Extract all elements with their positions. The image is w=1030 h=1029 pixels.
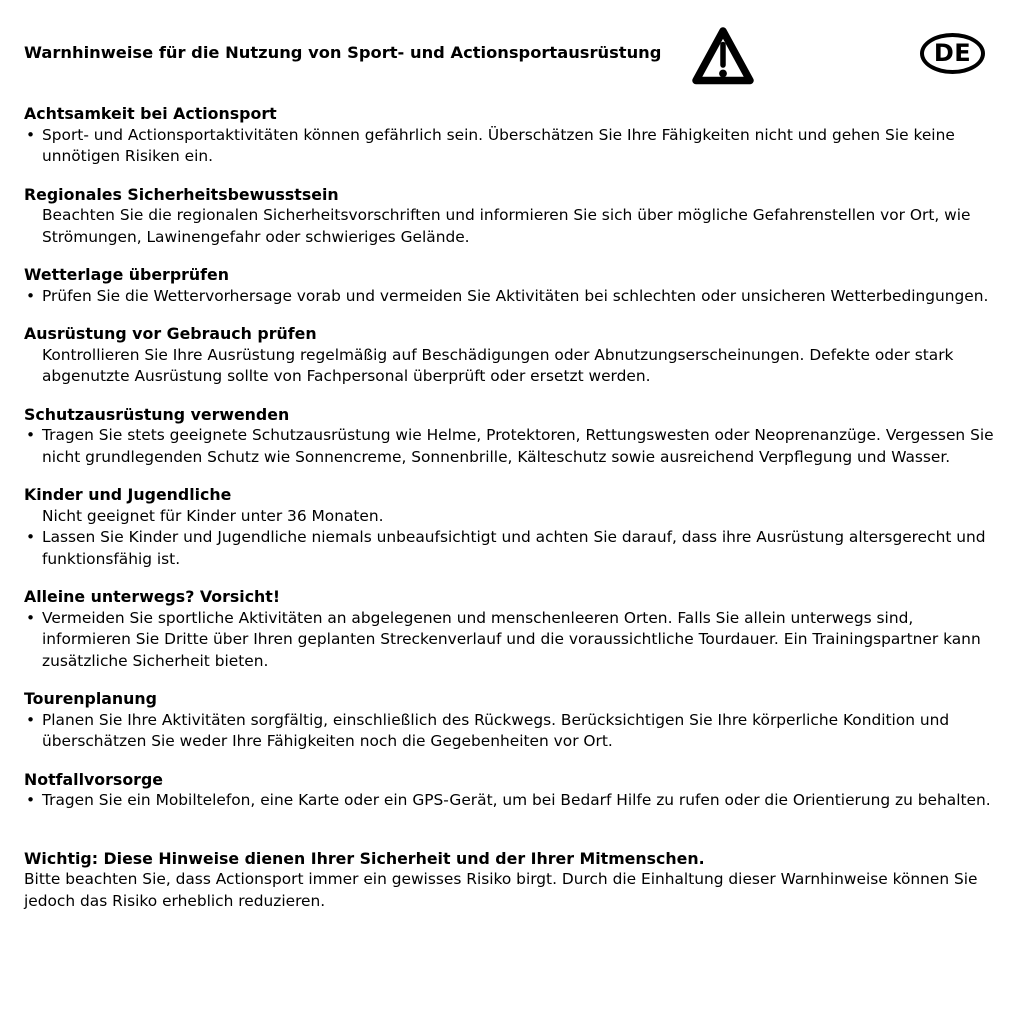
bullet-marker: • xyxy=(26,608,36,627)
item-text: Tragen Sie ein Mobiltelefon, eine Karte oder ein GPS-Gerät, um bei Bedarf Hilfe zu rufen oder die Orientierung zu behalten. xyxy=(42,791,991,809)
item-text: Kontrollieren Sie Ihre Ausrüstung regelmäßig auf Beschädigungen oder Abnutzungserscheinungen. Defekte oder stark abgenutzte Ausrüstung sollte von Fachpersonal überprüft oder ersetzt werden. xyxy=(42,345,954,385)
warning-section xyxy=(24,688,1004,753)
section-heading: Ausrüstung vor Gebrauch prüfen xyxy=(24,324,317,343)
warning-section xyxy=(24,484,1004,570)
section-heading: Alleine unterwegs? Vorsicht! xyxy=(24,587,281,606)
item-text: Tragen Sie stets geeignete Schutzausrüstung wie Helme, Protektoren, Rettungswesten oder Neoprenanzüge. Vergessen Sie nicht grundlegenden Schutz wie Sonnencreme, Sonnenbrille, Kälteschutz sowie ausreichend Verpflegung und Wasser. xyxy=(42,426,994,466)
section-heading: Tourenplanung xyxy=(24,689,157,708)
page-title: Warnhinweise für die Nutzung von Sport- und Actionsportausrüstung xyxy=(24,43,662,62)
bullet-marker: • xyxy=(26,426,36,444)
language-badge-label: DE xyxy=(933,38,972,67)
bullet-item xyxy=(24,125,1004,168)
bullet-item xyxy=(24,608,1004,673)
language-badge xyxy=(920,33,985,74)
bullet-item xyxy=(24,527,1004,570)
footer-important: Wichtig: Diese Hinweise dienen Ihrer Sicherheit und der Ihrer Mitmenschen. xyxy=(24,848,705,868)
item-text: Beachten Sie die regionalen Sicherheitsvorschriften und informieren Sie sich über mögliche Gefahrenstellen vor Ort, wie Strömungen, Lawinengefahr oder schwieriges Gelände. xyxy=(42,206,971,246)
warning-section xyxy=(24,323,1004,388)
section-heading: Wetterlage überprüfen xyxy=(24,265,230,284)
section-heading: Regionales Sicherheitsbewusstsein xyxy=(24,184,339,204)
plain-item xyxy=(24,205,1004,248)
item-text: Lassen Sie Kinder und Jugendliche niemals unbeaufsichtigt und achten Sie darauf, dass ihre Ausrüstung altersgerecht und funktionsfähig ist. xyxy=(42,528,986,568)
bullet-item xyxy=(24,425,1004,468)
bullet-item xyxy=(24,710,1004,753)
bullet-marker: • xyxy=(26,791,36,809)
warning-section xyxy=(24,103,1004,168)
warning-section xyxy=(24,586,1004,672)
bullet-marker: • xyxy=(26,710,36,729)
item-text: Sport- und Actionsportaktivitäten können gefährlich sein. Überschätzen Sie Ihre Fähigkeiten nicht und gehen Sie keine unnötigen Risiken ein. xyxy=(42,125,955,165)
document-header xyxy=(24,0,1004,103)
sections xyxy=(24,103,1004,812)
bullet-item xyxy=(24,286,1004,308)
item-text: Vermeiden Sie sportliche Aktivitäten an abgelegenen und menschenleeren Orten. Falls Sie allein unterwegs sind, informieren Sie Dritte über Ihren geplanten Streckenverlauf und die voraussichtliche Tourdauer. Ein Trainingspartner kann zusätzliche Sicherheit bieten. xyxy=(42,608,981,670)
section-heading: Kinder und Jugendliche xyxy=(24,485,232,504)
plain-item xyxy=(24,345,1004,388)
bullet-item xyxy=(24,790,1004,812)
warning-section xyxy=(24,769,1004,812)
warning-triangle-icon xyxy=(692,25,754,87)
section-heading: Notfallvorsorge xyxy=(24,769,163,789)
item-text: Prüfen Sie die Wettervorhersage vorab und vermeiden Sie Aktivitäten bei schlechten oder unsicheren Wetterbedingungen. xyxy=(42,286,989,305)
footer-note: Bitte beachten Sie, dass Actionsport immer ein gewisses Risiko birgt. Durch die Einhaltung dieser Warnhinweise können Sie jedoch das Risiko erheblich reduzieren. xyxy=(24,870,978,910)
item-text: Nicht geeignet für Kinder unter 36 Monaten. xyxy=(42,506,384,525)
bullet-marker: • xyxy=(26,528,36,546)
document-footer xyxy=(24,848,1004,913)
bullet-marker: • xyxy=(26,286,36,305)
warning-section xyxy=(24,264,1004,307)
item-text: Planen Sie Ihre Aktivitäten sorgfältig, einschließlich des Rückwegs. Berücksichtigen Sie Ihre körperliche Kondition und überschätzen Sie weder Ihre Fähigkeiten noch die Gegebenheiten vor Ort. xyxy=(42,710,950,750)
bullet-marker: • xyxy=(26,125,36,144)
warning-section xyxy=(24,404,1004,469)
warning-section xyxy=(24,184,1004,249)
section-heading: Achtsamkeit bei Actionsport xyxy=(24,104,277,123)
plain-item xyxy=(24,506,1004,528)
section-heading: Schutzausrüstung verwenden xyxy=(24,404,290,424)
